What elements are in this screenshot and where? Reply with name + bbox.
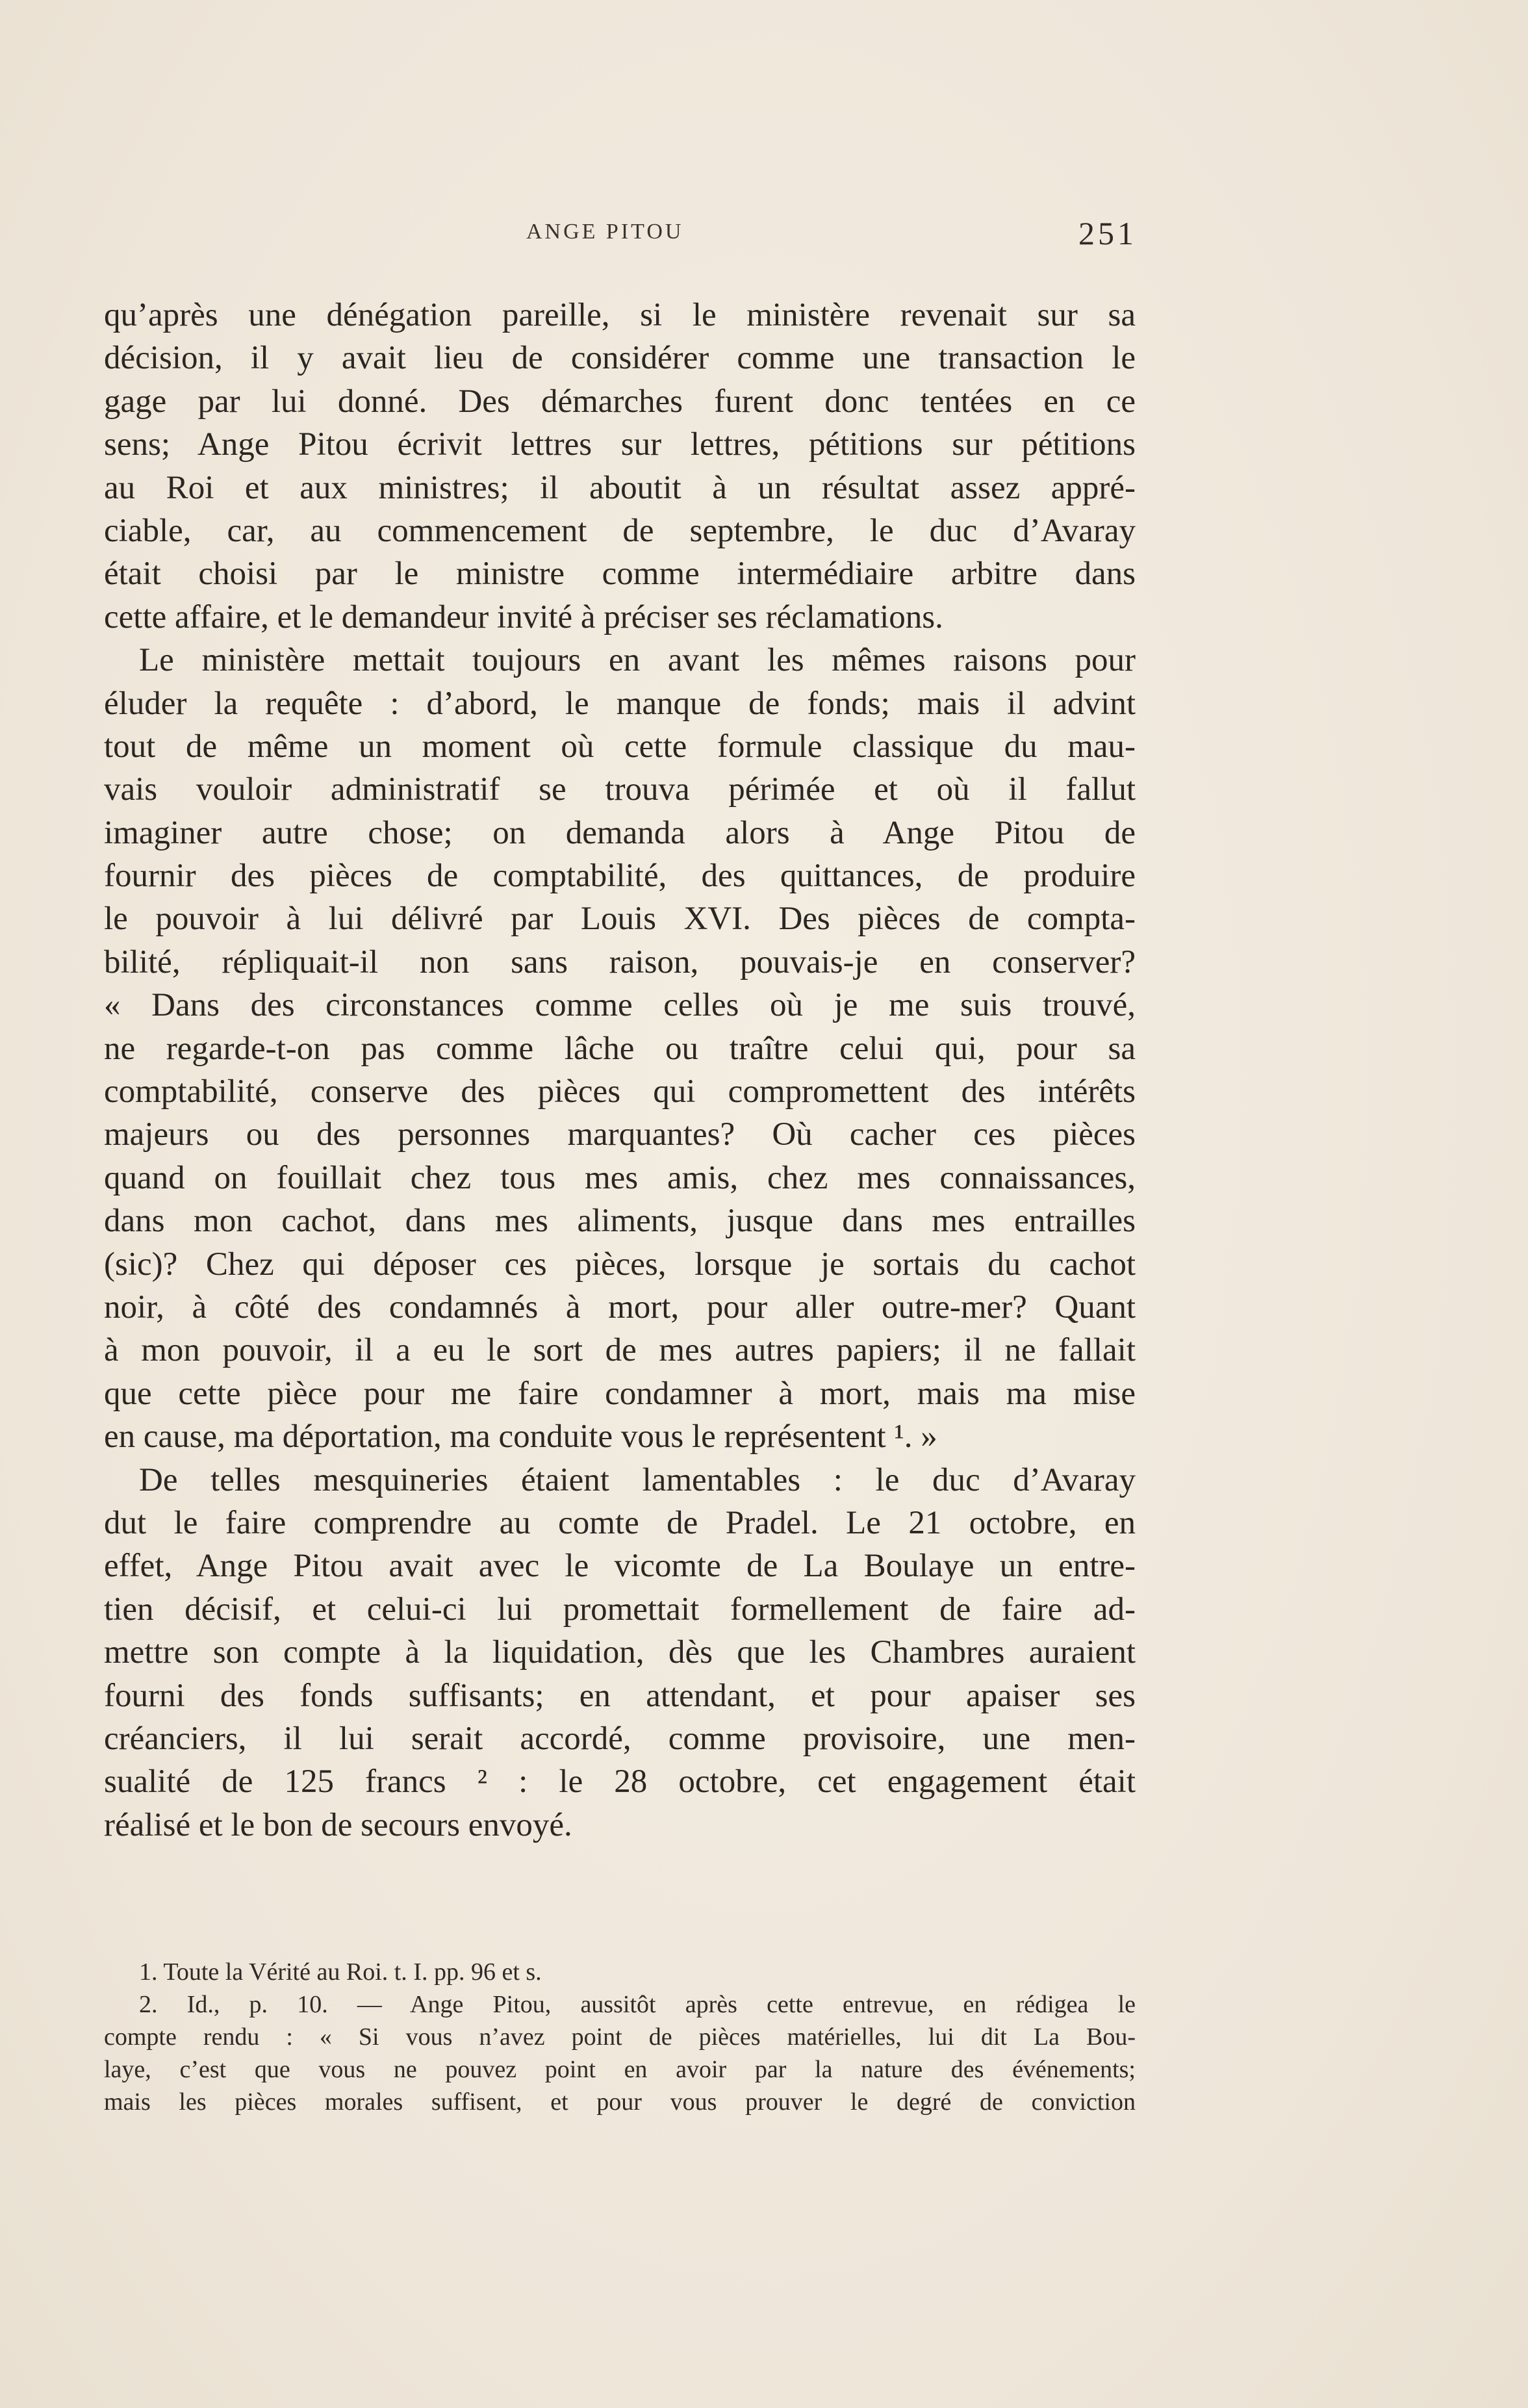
text-line: bilité, répliquait-il non sans raison, pouvais-je en conserver? (104, 943, 1136, 980)
text-line: dut le faire comprendre au comte de Pradel. Le 21 octobre, en (104, 1504, 1136, 1541)
text-line: quand on fouillait chez tous mes amis, chez mes connaissances, (104, 1159, 1136, 1196)
text-line: noir, à côté des condamnés à mort, pour aller outre-mer? Quant (104, 1288, 1136, 1326)
text-line: qu’après une dénégation pareille, si le ministère revenait sur sa (104, 297, 1136, 333)
text-line: comptabilité, conserve des pièces qui compromettent des intérêts (104, 1073, 1136, 1110)
text-line: gage par lui donné. Des démarches furent donc tentées en ce (104, 383, 1136, 420)
text-line: mettre son compte à la liquidation, dès que les Chambres auraient (104, 1634, 1136, 1671)
footnote-2: 2. Id., p. 10. — Ange Pitou, aussitôt après cette entrevue, en rédigea le (139, 1991, 1136, 2018)
text-line: vais vouloir administratif se trouva périmée et où il fallut (104, 771, 1136, 808)
text-line: tien décisif, et celui-ci lui promettait formellement de faire ad- (104, 1591, 1136, 1628)
text-line: fourni des fonds suffisants; en attendant, et pour apaiser ses (104, 1677, 1136, 1714)
text-line: décision, il y avait lieu de considérer comme une transaction le (104, 340, 1136, 377)
footnote-line: mais les pièces morales suffisent, et pour vous prouver le degré de conviction (104, 2088, 1136, 2116)
text-line: à mon pouvoir, il a eu le sort de mes autres papiers; il ne fallait (104, 1332, 1136, 1369)
paragraph-start-line: De telles mesquineries étaient lamentables : le duc d’Avaray (139, 1461, 1136, 1498)
text-line: créanciers, il lui serait accordé, comme provisoire, une men- (104, 1720, 1136, 1757)
body-text (104, 294, 1136, 1847)
text-line: que cette pièce pour me faire condamner à mort, mais ma mise (104, 1375, 1136, 1412)
text-line: tout de même un moment où cette formule classique du mau- (104, 728, 1136, 765)
text-line: fournir des pièces de comptabilité, des quittances, de produire (104, 858, 1136, 895)
text-line: éluder la requête : d’abord, le manque de fonds; mais il advint (104, 685, 1136, 722)
text-line: ciable, car, au commencement de septembre, le duc d’Avaray (104, 512, 1136, 549)
text-line: était choisi par le ministre comme intermédiaire arbitre dans (104, 556, 1136, 593)
text-line: sualité de 125 francs ² : le 28 octobre, cet engagement était (104, 1763, 1136, 1800)
footnotes (104, 1956, 1136, 2118)
footnote-1: 1. Toute la Vérité au Roi. t. I. pp. 96 et s. (139, 1958, 542, 1986)
text-line: le pouvoir à lui délivré par Louis XVI. Des pièces de compta- (104, 901, 1136, 938)
text-line: imaginer autre chose; on demanda alors à Ange Pitou de (104, 814, 1136, 851)
text-line: (sic)? Chez qui déposer ces pièces, lorsque je sortais du cachot (104, 1246, 1136, 1283)
footnote-line: compte rendu : « Si vous n’avez point de pièces matérielles, lui dit La Bou- (104, 2023, 1136, 2051)
page-number: 251 (1078, 215, 1137, 251)
running-head: ANGE PITOU (526, 220, 684, 244)
text-line: « Dans des circonstances comme celles où je me suis trouvé, (104, 987, 1136, 1024)
text-line: ne regarde-t-on pas comme lâche ou traître celui qui, pour sa (104, 1030, 1136, 1067)
footnote-line: laye, c’est que vous ne pouvez point en avoir par la nature des événements; (104, 2056, 1136, 2083)
text-line: au Roi et aux ministres; il aboutit à un résultat assez appré- (104, 469, 1136, 506)
text-line: cette affaire, et le demandeur invité à préciser ses réclamations. (104, 598, 943, 635)
page-header (526, 215, 1137, 259)
text-line: réalisé et le bon de secours envoyé. (104, 1806, 572, 1843)
text-line: majeurs ou des personnes marquantes? Où cacher ces pièces (104, 1116, 1136, 1153)
text-line: en cause, ma déportation, ma conduite vous le représentent ¹. » (104, 1418, 937, 1455)
text-line: dans mon cachot, dans mes aliments, jusque dans mes entrailles (104, 1203, 1136, 1240)
text-line: effet, Ange Pitou avait avec le vicomte de La Boulaye un entre- (104, 1548, 1136, 1585)
text-line: sens; Ange Pitou écrivit lettres sur lettres, pétitions sur pétitions (104, 426, 1136, 463)
paragraph-start-line: Le ministère mettait toujours en avant les mêmes raisons pour (139, 642, 1136, 679)
